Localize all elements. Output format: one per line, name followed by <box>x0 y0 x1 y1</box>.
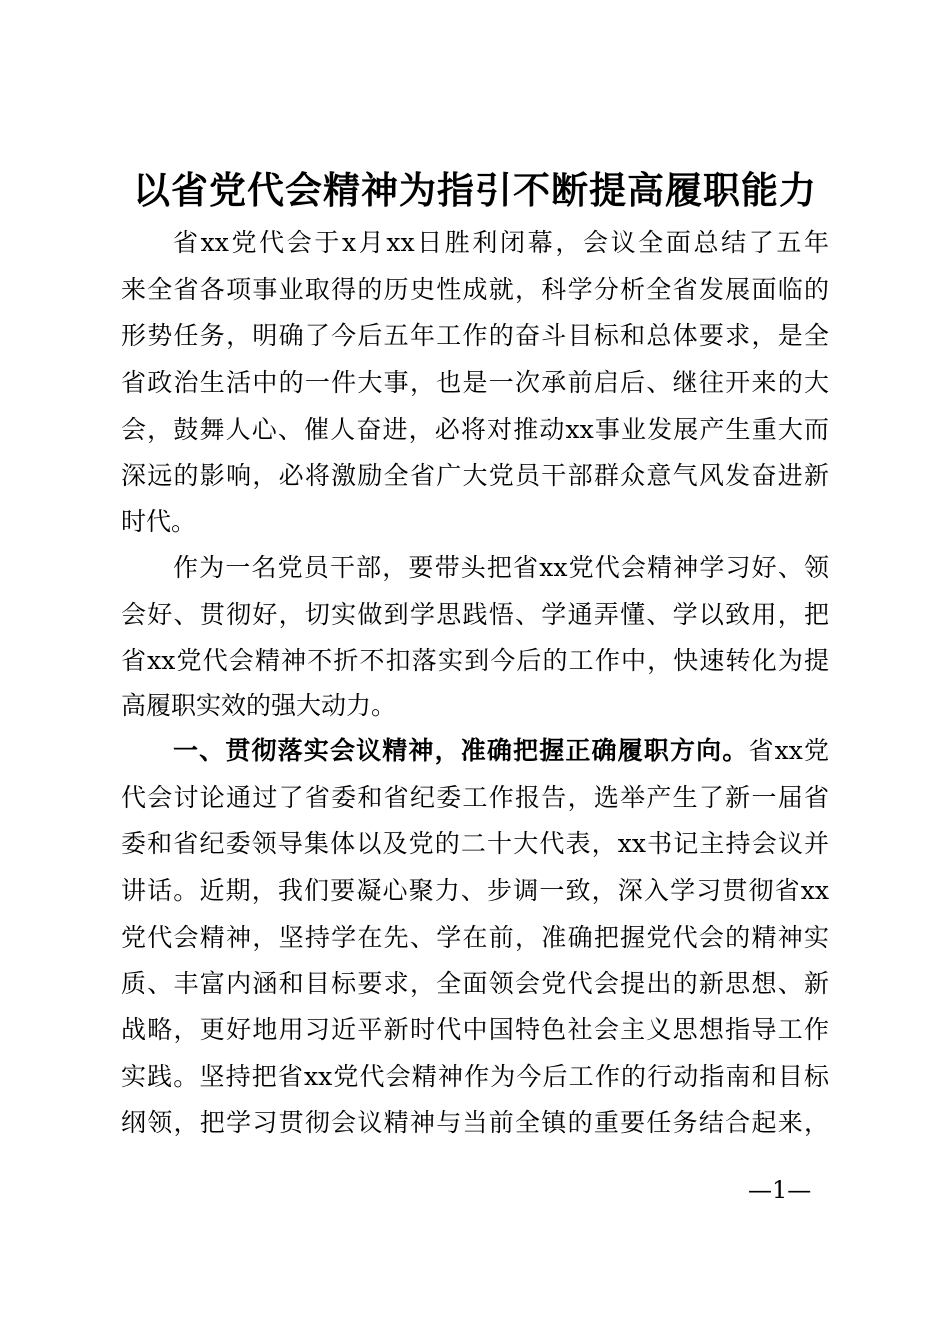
text-line: 纲领，把学习贯彻会议精神与当前全镇的重要任务结合起来， <box>121 1108 829 1137</box>
text-line: 时代。 <box>121 507 197 536</box>
text-line: 形势任务，明确了今后五年工作的奋斗目标和总体要求，是全 <box>121 321 829 350</box>
section-heading: 一、贯彻落实会议精神，准确把握正确履职方向。 <box>173 736 749 765</box>
page-number: —1— <box>748 1176 812 1204</box>
text-line: 省xx党代会精神不折不扣落实到今后的工作中，快速转化为提 <box>121 646 829 675</box>
text-line: 来全省各项事业取得的历史性成就，科学分析全省发展面临的 <box>121 275 829 304</box>
text-line: 作为一名党员干部，要带头把省xx党代会精神学习好、领 <box>173 553 829 582</box>
text-line: 会好、贯彻好，切实做到学思践悟、学通弄懂、学以致用，把 <box>121 600 829 629</box>
text-line: 深远的影响，必将激励全省广大党员干部群众意气风发奋进新 <box>121 461 829 490</box>
text-line: 战略，更好地用习近平新时代中国特色社会主义思想指导工作 <box>121 1015 829 1044</box>
heading-continuation: 省xx党 <box>748 736 829 765</box>
text-line: 会，鼓舞人心、催人奋进，必将对推动xx事业发展产生重大而 <box>121 415 829 444</box>
document-title: 以省党代会精神为指引不断提高履职能力 <box>133 168 817 212</box>
text-line: 实践。坚持把省xx党代会精神作为今后工作的行动指南和目标 <box>121 1062 829 1091</box>
text-line: 党代会精神，坚持学在先、学在前，准确把握党代会的精神实 <box>121 923 829 952</box>
text-line: 代会讨论通过了省委和省纪委工作报告，选举产生了新一届省 <box>121 783 829 812</box>
text-line: 高履职实效的强大动力。 <box>121 691 397 720</box>
text-line: 省xx党代会于x月xx日胜利闭幕，会议全面总结了五年 <box>173 228 829 257</box>
text-line: 讲话。近期，我们要凝心聚力、步调一致，深入学习贯彻省xx <box>121 876 829 905</box>
text-line: 委和省纪委领导集体以及党的二十大代表，xx书记主持会议并 <box>121 829 829 858</box>
text-line: 质、丰富内涵和目标要求，全面领会党代会提出的新思想、新 <box>121 969 829 998</box>
text-line <box>173 731 829 771</box>
text-line: 省政治生活中的一件大事，也是一次承前启后、继往开来的大 <box>121 368 829 397</box>
